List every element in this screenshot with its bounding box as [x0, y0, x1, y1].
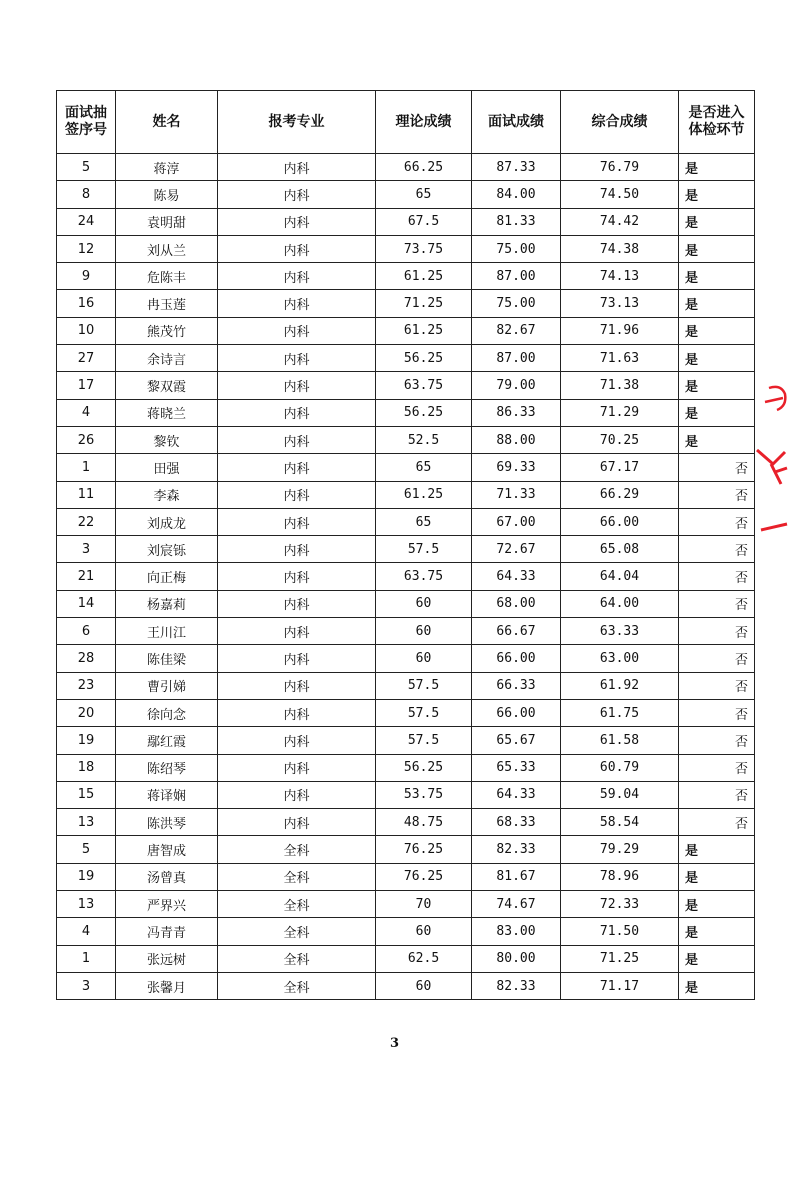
cell-name: 严界兴 [116, 891, 218, 918]
cell-draw-number: 16 [57, 290, 116, 317]
cell-interview-score: 88.00 [472, 426, 561, 453]
cell-theory-score: 67.5 [376, 208, 472, 235]
cell-name: 汤曾真 [116, 863, 218, 890]
cell-draw-number: 27 [57, 345, 116, 372]
cell-theory-score: 76.25 [376, 863, 472, 890]
cell-specialty: 内科 [218, 208, 376, 235]
cell-physical-exam-flag: 是 [679, 317, 755, 344]
cell-draw-number: 10 [57, 317, 116, 344]
table-row [57, 645, 755, 672]
cell-name: 田强 [116, 454, 218, 481]
cell-interview-score: 65.67 [472, 727, 561, 754]
cell-draw-number: 13 [57, 891, 116, 918]
cell-interview-score: 82.33 [472, 836, 561, 863]
table-row [57, 290, 755, 317]
cell-theory-score: 52.5 [376, 426, 472, 453]
cell-physical-exam-flag: 否 [679, 781, 755, 808]
cell-total-score: 64.04 [561, 563, 679, 590]
cell-physical-exam-flag: 否 [679, 481, 755, 508]
cell-draw-number: 18 [57, 754, 116, 781]
cell-specialty: 内科 [218, 181, 376, 208]
cell-name: 刘成龙 [116, 508, 218, 535]
cell-name: 杨嘉莉 [116, 590, 218, 617]
cell-name: 向正梅 [116, 563, 218, 590]
cell-specialty: 内科 [218, 699, 376, 726]
cell-total-score: 61.58 [561, 727, 679, 754]
cell-physical-exam-flag: 是 [679, 154, 755, 181]
cell-specialty: 内科 [218, 727, 376, 754]
cell-physical-exam-flag: 否 [679, 563, 755, 590]
cell-total-score: 61.92 [561, 672, 679, 699]
cell-total-score: 76.79 [561, 154, 679, 181]
table-row [57, 699, 755, 726]
cell-total-score: 74.38 [561, 235, 679, 262]
table-row [57, 590, 755, 617]
cell-draw-number: 22 [57, 508, 116, 535]
cell-draw-number: 19 [57, 727, 116, 754]
table-row [57, 235, 755, 262]
cell-draw-number: 13 [57, 809, 116, 836]
cell-total-score: 70.25 [561, 426, 679, 453]
table-row [57, 345, 755, 372]
table-row [57, 863, 755, 890]
header-interview-score: 面试成绩 [472, 91, 561, 154]
cell-theory-score: 65 [376, 454, 472, 481]
cell-physical-exam-flag: 否 [679, 536, 755, 563]
cell-theory-score: 56.25 [376, 345, 472, 372]
cell-total-score: 71.25 [561, 945, 679, 972]
cell-physical-exam-flag: 否 [679, 809, 755, 836]
cell-draw-number: 5 [57, 154, 116, 181]
cell-interview-score: 83.00 [472, 918, 561, 945]
table-row [57, 181, 755, 208]
table-row [57, 317, 755, 344]
cell-name: 余诗言 [116, 345, 218, 372]
cell-name: 唐智成 [116, 836, 218, 863]
cell-physical-exam-flag: 是 [679, 345, 755, 372]
cell-physical-exam-flag: 是 [679, 945, 755, 972]
cell-specialty: 内科 [218, 809, 376, 836]
header-specialty: 报考专业 [218, 91, 376, 154]
table-row [57, 454, 755, 481]
cell-theory-score: 60 [376, 618, 472, 645]
cell-theory-score: 56.25 [376, 754, 472, 781]
cell-theory-score: 65 [376, 508, 472, 535]
cell-physical-exam-flag: 是 [679, 891, 755, 918]
cell-draw-number: 26 [57, 426, 116, 453]
cell-total-score: 73.13 [561, 290, 679, 317]
cell-specialty: 内科 [218, 508, 376, 535]
cell-total-score: 74.50 [561, 181, 679, 208]
cell-specialty: 内科 [218, 481, 376, 508]
cell-specialty: 全科 [218, 863, 376, 890]
cell-physical-exam-flag: 否 [679, 508, 755, 535]
table-row [57, 208, 755, 235]
cell-specialty: 内科 [218, 618, 376, 645]
cell-draw-number: 6 [57, 618, 116, 645]
cell-draw-number: 17 [57, 372, 116, 399]
header-draw-number: 面试抽签序号 [57, 91, 116, 154]
cell-interview-score: 81.67 [472, 863, 561, 890]
cell-specialty: 内科 [218, 590, 376, 617]
cell-name: 李森 [116, 481, 218, 508]
cell-interview-score: 66.33 [472, 672, 561, 699]
cell-specialty: 内科 [218, 563, 376, 590]
cell-specialty: 全科 [218, 945, 376, 972]
cell-physical-exam-flag: 是 [679, 290, 755, 317]
cell-name: 刘宸铄 [116, 536, 218, 563]
table-row [57, 727, 755, 754]
cell-draw-number: 28 [57, 645, 116, 672]
cell-interview-score: 66.00 [472, 699, 561, 726]
cell-draw-number: 3 [57, 536, 116, 563]
cell-physical-exam-flag: 是 [679, 372, 755, 399]
cell-physical-exam-flag: 是 [679, 918, 755, 945]
cell-interview-score: 71.33 [472, 481, 561, 508]
table-row [57, 426, 755, 453]
cell-interview-score: 64.33 [472, 563, 561, 590]
cell-name: 陈洪琴 [116, 809, 218, 836]
cell-interview-score: 87.00 [472, 345, 561, 372]
cell-specialty: 内科 [218, 645, 376, 672]
cell-total-score: 71.17 [561, 972, 679, 999]
table-row [57, 263, 755, 290]
table-row [57, 372, 755, 399]
header-total-score: 综合成绩 [561, 91, 679, 154]
cell-draw-number: 8 [57, 181, 116, 208]
cell-theory-score: 60 [376, 590, 472, 617]
cell-specialty: 内科 [218, 672, 376, 699]
cell-interview-score: 66.00 [472, 645, 561, 672]
cell-physical-exam-flag: 是 [679, 399, 755, 426]
score-table [56, 90, 755, 1000]
cell-theory-score: 73.75 [376, 235, 472, 262]
cell-name: 袁明甜 [116, 208, 218, 235]
cell-name: 刘从兰 [116, 235, 218, 262]
cell-physical-exam-flag: 否 [679, 699, 755, 726]
cell-specialty: 内科 [218, 154, 376, 181]
cell-interview-score: 75.00 [472, 235, 561, 262]
cell-theory-score: 76.25 [376, 836, 472, 863]
cell-theory-score: 57.5 [376, 672, 472, 699]
cell-draw-number: 24 [57, 208, 116, 235]
cell-specialty: 内科 [218, 454, 376, 481]
cell-theory-score: 65 [376, 181, 472, 208]
cell-name: 危陈丰 [116, 263, 218, 290]
cell-specialty: 全科 [218, 891, 376, 918]
cell-draw-number: 15 [57, 781, 116, 808]
cell-name: 徐向念 [116, 699, 218, 726]
cell-physical-exam-flag: 否 [679, 754, 755, 781]
table-row [57, 618, 755, 645]
cell-total-score: 63.00 [561, 645, 679, 672]
cell-total-score: 61.75 [561, 699, 679, 726]
table-row [57, 918, 755, 945]
cell-physical-exam-flag: 是 [679, 863, 755, 890]
header-physical-exam: 是否进入体检环节 [679, 91, 755, 154]
cell-total-score: 64.00 [561, 590, 679, 617]
cell-draw-number: 4 [57, 918, 116, 945]
cell-physical-exam-flag: 否 [679, 454, 755, 481]
cell-physical-exam-flag: 否 [679, 590, 755, 617]
table-row [57, 754, 755, 781]
cell-physical-exam-flag: 是 [679, 972, 755, 999]
table-row [57, 399, 755, 426]
cell-theory-score: 48.75 [376, 809, 472, 836]
cell-draw-number: 4 [57, 399, 116, 426]
cell-specialty: 内科 [218, 536, 376, 563]
cell-total-score: 74.42 [561, 208, 679, 235]
cell-name: 鄢红霞 [116, 727, 218, 754]
cell-name: 熊茂竹 [116, 317, 218, 344]
cell-physical-exam-flag: 否 [679, 645, 755, 672]
cell-theory-score: 66.25 [376, 154, 472, 181]
cell-interview-score: 65.33 [472, 754, 561, 781]
cell-total-score: 66.00 [561, 508, 679, 535]
cell-physical-exam-flag: 否 [679, 672, 755, 699]
cell-interview-score: 69.33 [472, 454, 561, 481]
table-row [57, 836, 755, 863]
cell-interview-score: 87.33 [472, 154, 561, 181]
cell-name: 黎双霞 [116, 372, 218, 399]
cell-specialty: 全科 [218, 836, 376, 863]
cell-draw-number: 5 [57, 836, 116, 863]
cell-theory-score: 53.75 [376, 781, 472, 808]
cell-interview-score: 84.00 [472, 181, 561, 208]
cell-total-score: 71.29 [561, 399, 679, 426]
cell-draw-number: 1 [57, 454, 116, 481]
cell-name: 曹引娣 [116, 672, 218, 699]
cell-theory-score: 57.5 [376, 536, 472, 563]
table-row [57, 945, 755, 972]
cell-specialty: 全科 [218, 918, 376, 945]
cell-interview-score: 68.33 [472, 809, 561, 836]
cell-total-score: 71.38 [561, 372, 679, 399]
cell-draw-number: 9 [57, 263, 116, 290]
cell-draw-number: 12 [57, 235, 116, 262]
cell-total-score: 58.54 [561, 809, 679, 836]
cell-draw-number: 20 [57, 699, 116, 726]
cell-total-score: 60.79 [561, 754, 679, 781]
cell-physical-exam-flag: 是 [679, 426, 755, 453]
red-seal-stamp [755, 380, 789, 550]
cell-name: 张馨月 [116, 972, 218, 999]
table-row [57, 563, 755, 590]
cell-interview-score: 66.67 [472, 618, 561, 645]
cell-theory-score: 60 [376, 645, 472, 672]
table-row [57, 536, 755, 563]
cell-name: 冯青青 [116, 918, 218, 945]
cell-total-score: 63.33 [561, 618, 679, 645]
cell-total-score: 71.63 [561, 345, 679, 372]
cell-name: 张远树 [116, 945, 218, 972]
cell-total-score: 67.17 [561, 454, 679, 481]
cell-specialty: 内科 [218, 399, 376, 426]
cell-interview-score: 68.00 [472, 590, 561, 617]
cell-physical-exam-flag: 是 [679, 181, 755, 208]
cell-theory-score: 60 [376, 918, 472, 945]
cell-specialty: 内科 [218, 263, 376, 290]
table-row [57, 154, 755, 181]
cell-name: 蒋晓兰 [116, 399, 218, 426]
cell-name: 陈易 [116, 181, 218, 208]
cell-draw-number: 3 [57, 972, 116, 999]
cell-total-score: 71.96 [561, 317, 679, 344]
cell-name: 蒋淳 [116, 154, 218, 181]
cell-specialty: 全科 [218, 972, 376, 999]
cell-total-score: 72.33 [561, 891, 679, 918]
cell-theory-score: 61.25 [376, 481, 472, 508]
table-row [57, 972, 755, 999]
cell-total-score: 78.96 [561, 863, 679, 890]
table-header-row [57, 91, 755, 154]
cell-physical-exam-flag: 否 [679, 727, 755, 754]
cell-total-score: 59.04 [561, 781, 679, 808]
cell-total-score: 66.29 [561, 481, 679, 508]
cell-interview-score: 81.33 [472, 208, 561, 235]
cell-name: 蒋译娴 [116, 781, 218, 808]
cell-interview-score: 80.00 [472, 945, 561, 972]
cell-theory-score: 57.5 [376, 699, 472, 726]
cell-total-score: 79.29 [561, 836, 679, 863]
cell-physical-exam-flag: 是 [679, 263, 755, 290]
cell-interview-score: 82.67 [472, 317, 561, 344]
table-row [57, 481, 755, 508]
cell-theory-score: 70 [376, 891, 472, 918]
cell-interview-score: 67.00 [472, 508, 561, 535]
cell-specialty: 内科 [218, 426, 376, 453]
cell-specialty: 内科 [218, 372, 376, 399]
cell-theory-score: 57.5 [376, 727, 472, 754]
cell-interview-score: 87.00 [472, 263, 561, 290]
header-theory-score: 理论成绩 [376, 91, 472, 154]
cell-interview-score: 74.67 [472, 891, 561, 918]
cell-interview-score: 64.33 [472, 781, 561, 808]
table-row [57, 891, 755, 918]
cell-total-score: 74.13 [561, 263, 679, 290]
cell-specialty: 内科 [218, 345, 376, 372]
cell-draw-number: 23 [57, 672, 116, 699]
cell-physical-exam-flag: 是 [679, 836, 755, 863]
cell-interview-score: 75.00 [472, 290, 561, 317]
cell-name: 黎钦 [116, 426, 218, 453]
cell-name: 陈绍琴 [116, 754, 218, 781]
cell-physical-exam-flag: 是 [679, 235, 755, 262]
cell-total-score: 65.08 [561, 536, 679, 563]
table-row [57, 781, 755, 808]
cell-specialty: 内科 [218, 235, 376, 262]
cell-theory-score: 62.5 [376, 945, 472, 972]
cell-draw-number: 1 [57, 945, 116, 972]
cell-theory-score: 56.25 [376, 399, 472, 426]
cell-theory-score: 63.75 [376, 372, 472, 399]
cell-name: 王川江 [116, 618, 218, 645]
table-row [57, 672, 755, 699]
cell-interview-score: 79.00 [472, 372, 561, 399]
cell-draw-number: 14 [57, 590, 116, 617]
table-body [57, 154, 755, 1000]
cell-interview-score: 86.33 [472, 399, 561, 426]
cell-specialty: 内科 [218, 754, 376, 781]
cell-theory-score: 63.75 [376, 563, 472, 590]
cell-specialty: 内科 [218, 781, 376, 808]
cell-interview-score: 72.67 [472, 536, 561, 563]
header-name: 姓名 [116, 91, 218, 154]
cell-draw-number: 11 [57, 481, 116, 508]
cell-name: 冉玉莲 [116, 290, 218, 317]
cell-physical-exam-flag: 是 [679, 208, 755, 235]
cell-theory-score: 61.25 [376, 317, 472, 344]
page-number: 3 [389, 1036, 400, 1051]
cell-physical-exam-flag: 否 [679, 618, 755, 645]
table-row [57, 508, 755, 535]
cell-draw-number: 19 [57, 863, 116, 890]
cell-specialty: 内科 [218, 317, 376, 344]
cell-specialty: 内科 [218, 290, 376, 317]
cell-interview-score: 82.33 [472, 972, 561, 999]
cell-theory-score: 61.25 [376, 263, 472, 290]
table-row [57, 809, 755, 836]
cell-draw-number: 21 [57, 563, 116, 590]
cell-theory-score: 60 [376, 972, 472, 999]
cell-name: 陈佳梁 [116, 645, 218, 672]
cell-theory-score: 71.25 [376, 290, 472, 317]
cell-total-score: 71.50 [561, 918, 679, 945]
